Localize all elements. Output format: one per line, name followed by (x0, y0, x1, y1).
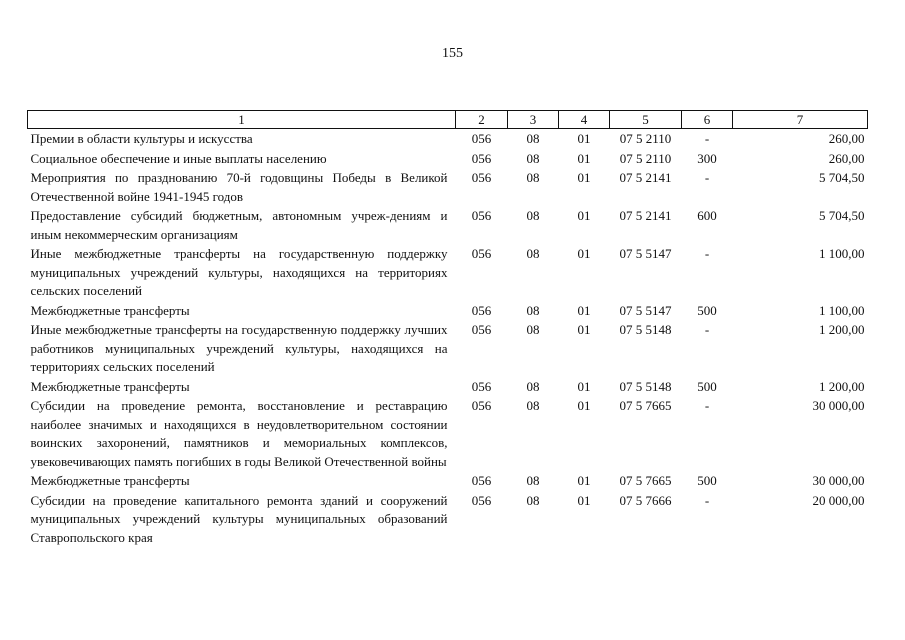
row-cell: 500 (697, 302, 717, 318)
row-cell: - (704, 398, 710, 413)
row-cell: 07 5 7665 (619, 398, 672, 413)
row-name: Межбюджетные трансферты (30, 473, 190, 488)
row-cell: - (704, 246, 710, 261)
row-cell: - (704, 131, 710, 146)
row-cell: 08 (526, 246, 540, 261)
row-cell: 08 (526, 302, 540, 318)
row-cell: 01 (577, 302, 591, 318)
table-header-row (28, 111, 868, 129)
row-name: Предоставление субсидий бюджетным, автономным учреж-дениям и иным некоммерческим организациям (30, 208, 448, 242)
row-cell: 07 5 5148 (619, 378, 672, 394)
row-cell: 056 (471, 131, 492, 146)
table-row (28, 492, 868, 549)
row-cell: 07 5 5147 (619, 246, 672, 261)
row-amount: 20 000,00 (812, 492, 865, 508)
row-cell: 08 (526, 378, 540, 394)
row-cell: 056 (471, 246, 492, 261)
row-cell: 01 (577, 150, 591, 166)
table-row (28, 302, 868, 322)
row-amount: 260,00 (828, 131, 865, 146)
row-cell: 01 (577, 378, 591, 394)
row-amount: 1 100,00 (819, 302, 865, 318)
row-cell: 056 (471, 150, 492, 166)
row-name: Субсидии на проведение капитального ремонта зданий и сооружений муниципальных учреждений культуры муниципальных образований Ставропольского края (30, 492, 448, 545)
row-cell: 07 5 2110 (619, 150, 672, 166)
row-amount: 30 000,00 (812, 398, 865, 413)
table-row (28, 129, 868, 150)
row-name: Межбюджетные трансферты (30, 378, 190, 394)
row-cell: 07 5 7665 (619, 473, 672, 488)
row-amount: 1 100,00 (819, 246, 865, 261)
row-amount: 1 200,00 (819, 378, 865, 394)
column-header: 4 (559, 111, 610, 129)
row-amount: 5 704,50 (819, 208, 865, 223)
row-name: Социальное обеспечение и иные выплаты населению (30, 150, 327, 166)
row-cell: 056 (471, 492, 492, 508)
row-cell: 056 (471, 302, 492, 318)
row-cell: 056 (471, 473, 492, 488)
row-cell: 07 5 2141 (619, 208, 672, 223)
row-cell: 056 (471, 322, 492, 337)
row-cell: 08 (526, 322, 540, 337)
row-cell: 056 (471, 378, 492, 394)
row-cell: 300 (697, 150, 717, 166)
table-row (28, 378, 868, 398)
row-cell: 01 (577, 322, 591, 337)
row-cell: - (704, 170, 710, 185)
table-row (28, 207, 868, 245)
budget-table (27, 110, 868, 548)
page-number: 155 (442, 46, 463, 61)
row-name: Субсидии на проведение ремонта, восстановление и реставрацию наиболее значимых и находящихся в неудовлетворительном состоянии воинских захоронений, памятников и мемориальных комплексов, увековечивающих память погибших в годы Великой Отечественной войны (30, 398, 448, 469)
row-cell: 08 (526, 208, 540, 223)
row-cell: 500 (697, 378, 717, 394)
row-amount: 1 200,00 (819, 322, 865, 337)
row-cell: 056 (471, 170, 492, 185)
row-name: Мероприятия по празднованию 70-й годовщины Победы в Великой Отечественной войне 1941-1945 годов (30, 170, 448, 204)
column-header: 5 (610, 111, 682, 129)
row-name: Премии в области культуры и искусства (30, 131, 253, 146)
row-cell: 600 (697, 208, 717, 223)
row-cell: 08 (526, 170, 540, 185)
column-header: 3 (508, 111, 559, 129)
row-name: Иные межбюджетные трансферты на государственную поддержку лучших работников муниципальных учреждений культуры, находящихся на территориях сельских поселений (30, 322, 448, 374)
column-header: 1 (28, 111, 456, 129)
row-amount: 260,00 (828, 150, 865, 166)
table-row (28, 245, 868, 302)
table-row (28, 472, 868, 492)
row-cell: - (704, 322, 710, 337)
table-row (28, 397, 868, 472)
row-cell: 500 (697, 473, 717, 488)
row-cell: 07 5 2110 (619, 131, 672, 146)
column-header: 7 (733, 111, 868, 129)
row-cell: 08 (526, 131, 540, 146)
row-cell: 07 5 7666 (619, 492, 672, 508)
row-cell: 08 (526, 473, 540, 488)
row-cell: 07 5 5148 (619, 322, 672, 337)
row-cell: 07 5 2141 (619, 170, 672, 185)
row-cell: 01 (577, 492, 591, 508)
table-row (28, 321, 868, 378)
row-amount: 30 000,00 (812, 473, 865, 488)
row-amount: 5 704,50 (819, 170, 865, 185)
row-cell: 056 (471, 208, 492, 223)
row-cell: 01 (577, 170, 591, 185)
row-cell: 01 (577, 473, 591, 488)
row-name: Иные межбюджетные трансферты на государственную поддержку муниципальных учреждений культуры, находящихся на территориях сельских поселений (30, 246, 448, 298)
column-header: 6 (682, 111, 733, 129)
row-cell: - (704, 492, 710, 508)
row-cell: 01 (577, 246, 591, 261)
row-cell: 056 (471, 398, 492, 413)
table-row (28, 150, 868, 170)
column-header: 2 (456, 111, 508, 129)
row-cell: 01 (577, 208, 591, 223)
row-name: Межбюджетные трансферты (30, 302, 190, 318)
row-cell: 01 (577, 131, 591, 146)
row-cell: 08 (526, 492, 540, 508)
row-cell: 08 (526, 398, 540, 413)
table-row (28, 169, 868, 207)
row-cell: 07 5 5147 (619, 302, 672, 318)
row-cell: 08 (526, 150, 540, 166)
row-cell: 01 (577, 398, 591, 413)
